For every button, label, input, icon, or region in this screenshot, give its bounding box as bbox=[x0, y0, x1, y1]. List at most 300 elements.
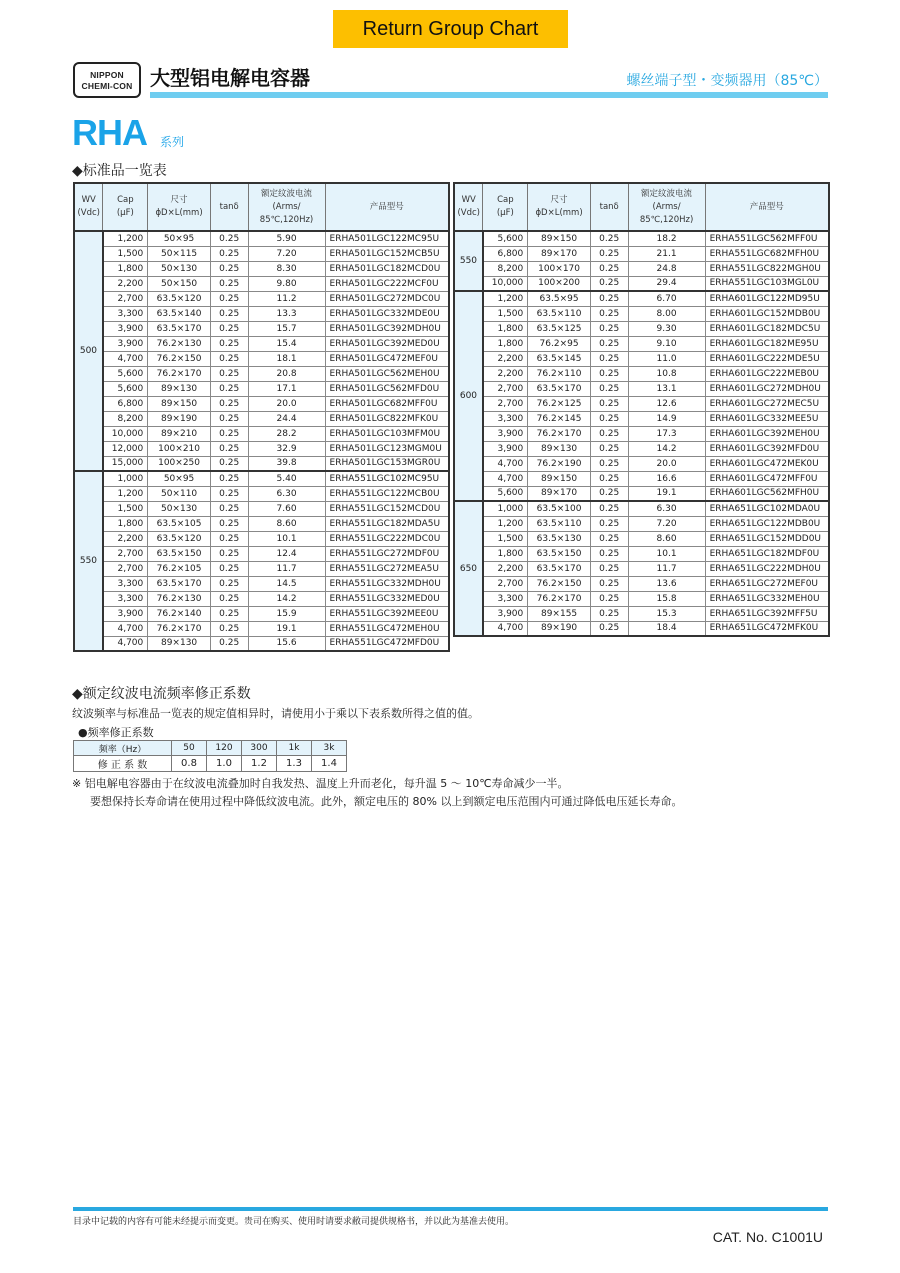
table-row bbox=[74, 531, 449, 546]
ripple-current-cell: 7.20 bbox=[248, 246, 325, 261]
header-text: Cap bbox=[497, 195, 514, 205]
tan-delta-cell: 0.25 bbox=[210, 246, 248, 261]
dimension-cell: 89×210 bbox=[148, 426, 211, 441]
ripple-current-cell: 6.30 bbox=[628, 501, 705, 516]
ripple-current-cell: 6.30 bbox=[248, 486, 325, 501]
coefficient-cell: 1.3 bbox=[277, 756, 312, 772]
capacitance-cell: 2,700 bbox=[483, 576, 528, 591]
table-row bbox=[454, 576, 829, 591]
part-number-cell: ERHA501LGC103MFM0U bbox=[325, 426, 449, 441]
header-text: (Arms/ bbox=[652, 201, 681, 212]
tan-delta-cell: 0.25 bbox=[590, 621, 628, 636]
dimension-cell: 76.2×110 bbox=[528, 366, 591, 381]
tan-delta-cell: 0.25 bbox=[210, 591, 248, 606]
ripple-current-cell: 15.7 bbox=[248, 321, 325, 336]
ripple-current-cell: 8.00 bbox=[628, 306, 705, 321]
ripple-current-cell: 7.20 bbox=[628, 516, 705, 531]
table-row bbox=[74, 636, 449, 651]
table-row bbox=[454, 261, 829, 276]
table-row bbox=[74, 471, 449, 486]
voltage-group-cell: 650 bbox=[454, 501, 483, 636]
part-number-cell: ERHA601LGC472MFF0U bbox=[705, 471, 829, 486]
table-row bbox=[454, 351, 829, 366]
note-line: ※ 铝电解电容器由于在纹波电流叠加时自我发热、温度上升而老化，每升温 5 ～ 10℃寿命减少一半。 bbox=[72, 777, 569, 790]
part-number-cell: ERHA501LGC392MED0U bbox=[325, 336, 449, 351]
capacitance-cell: 8,200 bbox=[103, 411, 148, 426]
ripple-current-cell: 18.4 bbox=[628, 621, 705, 636]
table-row bbox=[454, 396, 829, 411]
capacitance-cell: 1,800 bbox=[103, 516, 148, 531]
tan-delta-cell: 0.25 bbox=[590, 516, 628, 531]
ripple-correction-heading: ◆额定纹波电流频率修正系数 bbox=[72, 686, 251, 702]
tan-delta-cell: 0.25 bbox=[210, 366, 248, 381]
dimension-cell: 89×130 bbox=[528, 441, 591, 456]
part-number-cell: ERHA501LGC472MEF0U bbox=[325, 351, 449, 366]
dimension-cell: 63.5×170 bbox=[528, 561, 591, 576]
part-number-cell: ERHA601LGC272MDH0U bbox=[705, 381, 829, 396]
header-text: 尺寸 bbox=[550, 195, 568, 205]
header-text: ϕD×L(mm) bbox=[155, 208, 203, 218]
part-number-cell: ERHA551LGC102MC95U bbox=[325, 471, 449, 486]
table-row bbox=[454, 306, 829, 321]
ripple-current-cell: 15.9 bbox=[248, 606, 325, 621]
capacitance-cell: 1,800 bbox=[103, 261, 148, 276]
part-number-cell: ERHA501LGC392MDH0U bbox=[325, 321, 449, 336]
dimension-cell: 76.2×170 bbox=[528, 591, 591, 606]
standard-products-table-right bbox=[453, 182, 830, 637]
table-row bbox=[454, 366, 829, 381]
footer-divider bbox=[73, 1207, 828, 1211]
ripple-current-cell: 6.70 bbox=[628, 291, 705, 306]
table-row bbox=[74, 486, 449, 501]
footer-disclaimer: 目录中记载的内容有可能未经提示而变更。贵司在购买、使用时请要求敝司提供规格书，并以此为基准去使用。 bbox=[73, 1217, 515, 1227]
part-number-cell: ERHA551LGC472MEH0U bbox=[325, 621, 449, 636]
table-row bbox=[74, 591, 449, 606]
capacitance-cell: 3,900 bbox=[103, 606, 148, 621]
column-header-wv bbox=[454, 183, 483, 231]
capacitance-cell: 4,700 bbox=[103, 351, 148, 366]
ripple-current-cell: 32.9 bbox=[248, 441, 325, 456]
part-number-cell: ERHA601LGC562MFH0U bbox=[705, 486, 829, 501]
tan-delta-cell: 0.25 bbox=[590, 486, 628, 501]
table-row bbox=[454, 291, 829, 306]
tan-delta-cell: 0.25 bbox=[590, 261, 628, 276]
ripple-current-cell: 15.6 bbox=[248, 636, 325, 651]
ripple-current-cell: 11.2 bbox=[248, 291, 325, 306]
title-divider bbox=[150, 92, 828, 98]
tan-delta-cell: 0.25 bbox=[210, 606, 248, 621]
table-row bbox=[74, 501, 449, 516]
voltage-group-cell: 550 bbox=[454, 231, 483, 291]
part-number-cell: ERHA551LGC332MED0U bbox=[325, 591, 449, 606]
capacitance-cell: 5,600 bbox=[103, 366, 148, 381]
part-number-cell: ERHA601LGC122MD95U bbox=[705, 291, 829, 306]
capacitance-cell: 15,000 bbox=[103, 456, 148, 471]
capacitance-cell: 4,700 bbox=[103, 636, 148, 651]
part-number-cell: ERHA651LGC332MEH0U bbox=[705, 591, 829, 606]
ripple-current-cell: 15.4 bbox=[248, 336, 325, 351]
capacitance-cell: 12,000 bbox=[103, 441, 148, 456]
capacitance-cell: 1,000 bbox=[103, 471, 148, 486]
dimension-cell: 50×95 bbox=[148, 471, 211, 486]
column-header-tan bbox=[210, 183, 248, 231]
tan-delta-cell: 0.25 bbox=[590, 276, 628, 291]
part-number-cell: ERHA501LGC122MC95U bbox=[325, 231, 449, 246]
tan-delta-cell: 0.25 bbox=[590, 291, 628, 306]
catalog-number: CAT. No. C1001U bbox=[712, 1229, 823, 1245]
table-row bbox=[74, 561, 449, 576]
dimension-cell: 76.2×170 bbox=[528, 426, 591, 441]
tan-delta-cell: 0.25 bbox=[210, 636, 248, 651]
part-number-cell: ERHA551LGC472MFD0U bbox=[325, 636, 449, 651]
capacitance-cell: 2,200 bbox=[483, 561, 528, 576]
header-text: 额定纹波电流 bbox=[641, 188, 693, 199]
tan-delta-cell: 0.25 bbox=[210, 336, 248, 351]
capacitance-cell: 3,300 bbox=[103, 306, 148, 321]
standard-list-heading: ◆标准品一览表 bbox=[72, 163, 167, 179]
dimension-cell: 50×95 bbox=[148, 231, 211, 246]
ripple-current-cell: 10.8 bbox=[628, 366, 705, 381]
dimension-cell: 76.2×145 bbox=[528, 411, 591, 426]
dimension-cell: 89×130 bbox=[148, 381, 211, 396]
ripple-current-cell: 8.60 bbox=[628, 531, 705, 546]
dimension-cell: 89×190 bbox=[148, 411, 211, 426]
table-row bbox=[454, 591, 829, 606]
tan-delta-cell: 0.25 bbox=[210, 501, 248, 516]
frequency-cell: 3k bbox=[312, 741, 347, 756]
dimension-cell: 76.2×190 bbox=[528, 456, 591, 471]
part-number-cell: ERHA501LGC153MGR0U bbox=[325, 456, 449, 471]
header-text: 85℃,120Hz) bbox=[639, 214, 694, 225]
table-row bbox=[74, 291, 449, 306]
capacitance-cell: 1,500 bbox=[483, 306, 528, 321]
part-number-cell: ERHA551LGC392MEE0U bbox=[325, 606, 449, 621]
dimension-cell: 50×115 bbox=[148, 246, 211, 261]
capacitance-cell: 1,200 bbox=[103, 231, 148, 246]
capacitance-cell: 2,200 bbox=[103, 531, 148, 546]
voltage-group-cell: 550 bbox=[74, 471, 103, 651]
table-row bbox=[74, 321, 449, 336]
ripple-current-cell: 9.10 bbox=[628, 336, 705, 351]
coefficient-cell: 1.0 bbox=[207, 756, 242, 772]
ripple-current-cell: 39.8 bbox=[248, 456, 325, 471]
dimension-cell: 76.2×170 bbox=[148, 366, 211, 381]
dimension-cell: 76.2×130 bbox=[148, 591, 211, 606]
capacitance-cell: 3,900 bbox=[483, 441, 528, 456]
tan-delta-cell: 0.25 bbox=[590, 441, 628, 456]
page-subtitle: 螺丝端子型・变频器用（85℃） bbox=[626, 73, 828, 89]
dimension-cell: 100×170 bbox=[528, 261, 591, 276]
table-row bbox=[454, 486, 829, 501]
dimension-cell: 63.5×110 bbox=[528, 516, 591, 531]
coefficient-cell: 1.2 bbox=[242, 756, 277, 772]
table-row bbox=[74, 306, 449, 321]
dimension-cell: 63.5×120 bbox=[148, 291, 211, 306]
header-text: 产品型号 bbox=[749, 201, 784, 212]
table-row bbox=[454, 231, 829, 246]
tan-delta-cell: 0.25 bbox=[210, 486, 248, 501]
part-number-cell: ERHA501LGC682MFF0U bbox=[325, 396, 449, 411]
tan-delta-cell: 0.25 bbox=[210, 381, 248, 396]
part-number-cell: ERHA551LGC222MDC0U bbox=[325, 531, 449, 546]
table-row bbox=[74, 576, 449, 591]
dimension-cell: 89×130 bbox=[148, 636, 211, 651]
dimension-cell: 89×150 bbox=[148, 396, 211, 411]
part-number-cell: ERHA551LGC182MDA5U bbox=[325, 516, 449, 531]
dimension-cell: 63.5×95 bbox=[528, 291, 591, 306]
frequency-label: 频率（Hz） bbox=[74, 741, 172, 756]
part-number-cell: ERHA651LGC102MDA0U bbox=[705, 501, 829, 516]
dimension-cell: 50×150 bbox=[148, 276, 211, 291]
header-row bbox=[74, 183, 449, 231]
column-header-tan bbox=[590, 183, 628, 231]
ripple-current-cell: 19.1 bbox=[628, 486, 705, 501]
capacitance-cell: 3,300 bbox=[483, 411, 528, 426]
header-text: Cap bbox=[117, 195, 134, 205]
ripple-current-cell: 13.1 bbox=[628, 381, 705, 396]
dimension-cell: 63.5×150 bbox=[148, 546, 211, 561]
frequency-correction-table bbox=[73, 740, 347, 772]
ripple-current-cell: 24.8 bbox=[628, 261, 705, 276]
part-number-cell: ERHA501LGC222MCF0U bbox=[325, 276, 449, 291]
ripple-correction-description: 纹波频率与标准品一览表的规定值相异时，请使用小于乘以下表系数所得之值的值。 bbox=[72, 707, 479, 720]
header-text: 额定纹波电流 bbox=[261, 188, 313, 199]
ripple-current-cell: 14.9 bbox=[628, 411, 705, 426]
table-row bbox=[454, 621, 829, 636]
ripple-current-cell: 18.1 bbox=[248, 351, 325, 366]
part-number-cell: ERHA501LGC332MDE0U bbox=[325, 306, 449, 321]
capacitance-cell: 2,700 bbox=[483, 381, 528, 396]
column-header-ripple bbox=[248, 183, 325, 231]
tan-delta-cell: 0.25 bbox=[590, 306, 628, 321]
capacitance-cell: 1,500 bbox=[483, 531, 528, 546]
voltage-group-cell: 600 bbox=[454, 291, 483, 501]
part-number-cell: ERHA501LGC822MFK0U bbox=[325, 411, 449, 426]
dimension-cell: 63.5×150 bbox=[528, 546, 591, 561]
table-row bbox=[454, 441, 829, 456]
tan-delta-cell: 0.25 bbox=[590, 606, 628, 621]
part-number-cell: ERHA501LGC123MGM0U bbox=[325, 441, 449, 456]
part-number-cell: ERHA551LGC272MEA5U bbox=[325, 561, 449, 576]
dimension-cell: 63.5×170 bbox=[148, 576, 211, 591]
tan-delta-cell: 0.25 bbox=[590, 501, 628, 516]
header-text: tanδ bbox=[219, 201, 239, 212]
capacitance-cell: 1,200 bbox=[483, 516, 528, 531]
tan-delta-cell: 0.25 bbox=[210, 306, 248, 321]
part-number-cell: ERHA601LGC332MEE5U bbox=[705, 411, 829, 426]
ripple-current-cell: 9.80 bbox=[248, 276, 325, 291]
table-row bbox=[454, 456, 829, 471]
tan-delta-cell: 0.25 bbox=[590, 381, 628, 396]
nippon-chemicon-logo bbox=[73, 62, 141, 98]
tan-delta-cell: 0.25 bbox=[210, 561, 248, 576]
tan-delta-cell: 0.25 bbox=[210, 396, 248, 411]
table-row bbox=[74, 456, 449, 471]
capacitance-cell: 1,500 bbox=[103, 246, 148, 261]
table-row bbox=[74, 351, 449, 366]
header-text: WV bbox=[461, 195, 476, 205]
return-group-chart-button[interactable]: Return Group Chart bbox=[333, 10, 568, 48]
tan-delta-cell: 0.25 bbox=[590, 561, 628, 576]
part-number-cell: ERHA501LGC152MCB5U bbox=[325, 246, 449, 261]
tan-delta-cell: 0.25 bbox=[210, 276, 248, 291]
header-text: (Vdc) bbox=[457, 208, 480, 218]
ripple-current-cell: 21.1 bbox=[628, 246, 705, 261]
tan-delta-cell: 0.25 bbox=[590, 456, 628, 471]
capacitance-cell: 1,800 bbox=[483, 546, 528, 561]
table-row bbox=[454, 426, 829, 441]
header-text: WV bbox=[81, 195, 96, 205]
capacitance-cell: 2,700 bbox=[103, 546, 148, 561]
table-row bbox=[454, 531, 829, 546]
capacitance-cell: 3,300 bbox=[483, 591, 528, 606]
part-number-cell: ERHA551LGC152MCD0U bbox=[325, 501, 449, 516]
standard-products-table-left bbox=[73, 182, 450, 652]
column-header-part bbox=[705, 183, 829, 231]
header-text: 85℃,120Hz) bbox=[259, 214, 314, 225]
header-text: (μF) bbox=[496, 208, 514, 218]
capacitance-cell: 3,900 bbox=[103, 336, 148, 351]
tan-delta-cell: 0.25 bbox=[590, 531, 628, 546]
tan-delta-cell: 0.25 bbox=[590, 321, 628, 336]
header-text: (Arms/ bbox=[272, 201, 301, 212]
ripple-current-cell: 16.6 bbox=[628, 471, 705, 486]
table-row bbox=[74, 426, 449, 441]
part-number-cell: ERHA601LGC392MEH0U bbox=[705, 426, 829, 441]
ripple-current-cell: 14.2 bbox=[248, 591, 325, 606]
capacitance-cell: 5,600 bbox=[483, 231, 528, 246]
header-row bbox=[454, 183, 829, 231]
part-number-cell: ERHA501LGC272MDC0U bbox=[325, 291, 449, 306]
tan-delta-cell: 0.25 bbox=[590, 471, 628, 486]
column-header-part bbox=[325, 183, 449, 231]
part-number-cell: ERHA651LGC182MDF0U bbox=[705, 546, 829, 561]
part-number-cell: ERHA651LGC152MDD0U bbox=[705, 531, 829, 546]
logo-line1: NIPPON bbox=[90, 70, 124, 80]
series-suffix: 系列 bbox=[160, 135, 185, 149]
part-number-cell: ERHA601LGC152MDB0U bbox=[705, 306, 829, 321]
dimension-cell: 76.2×150 bbox=[148, 351, 211, 366]
column-header-dim bbox=[528, 183, 591, 231]
table-row bbox=[454, 321, 829, 336]
part-number-cell: ERHA651LGC272MEF0U bbox=[705, 576, 829, 591]
ripple-current-cell: 14.5 bbox=[248, 576, 325, 591]
ripple-current-cell: 13.6 bbox=[628, 576, 705, 591]
capacitance-cell: 2,700 bbox=[103, 291, 148, 306]
dimension-cell: 63.5×100 bbox=[528, 501, 591, 516]
part-number-cell: ERHA601LGC272MEC5U bbox=[705, 396, 829, 411]
tan-delta-cell: 0.25 bbox=[590, 351, 628, 366]
table-row bbox=[74, 246, 449, 261]
frequency-cell: 1k bbox=[277, 741, 312, 756]
tan-delta-cell: 0.25 bbox=[590, 246, 628, 261]
part-number-cell: ERHA551LGC332MDH0U bbox=[325, 576, 449, 591]
frequency-cell: 120 bbox=[207, 741, 242, 756]
table-row bbox=[454, 276, 829, 291]
capacitance-cell: 1,200 bbox=[483, 291, 528, 306]
dimension-cell: 63.5×145 bbox=[528, 351, 591, 366]
capacitance-cell: 3,900 bbox=[483, 426, 528, 441]
dimension-cell: 76.2×130 bbox=[148, 336, 211, 351]
capacitance-cell: 2,700 bbox=[103, 561, 148, 576]
ripple-current-cell: 11.7 bbox=[248, 561, 325, 576]
ripple-current-cell: 20.0 bbox=[628, 456, 705, 471]
part-number-cell: ERHA651LGC392MFF5U bbox=[705, 606, 829, 621]
table-row bbox=[74, 606, 449, 621]
dimension-cell: 50×130 bbox=[148, 501, 211, 516]
part-number-cell: ERHA551LGC272MDF0U bbox=[325, 546, 449, 561]
part-number-cell: ERHA601LGC472MEK0U bbox=[705, 456, 829, 471]
frequency-cell: 50 bbox=[172, 741, 207, 756]
capacitance-cell: 4,700 bbox=[483, 471, 528, 486]
table-row bbox=[74, 381, 449, 396]
ripple-current-cell: 18.2 bbox=[628, 231, 705, 246]
capacitance-cell: 3,300 bbox=[103, 576, 148, 591]
dimension-cell: 50×130 bbox=[148, 261, 211, 276]
header-text: ϕD×L(mm) bbox=[535, 208, 583, 218]
capacitance-cell: 4,700 bbox=[483, 456, 528, 471]
table-row bbox=[454, 411, 829, 426]
capacitance-cell: 1,200 bbox=[103, 486, 148, 501]
ripple-current-cell: 12.4 bbox=[248, 546, 325, 561]
ripple-current-cell: 15.8 bbox=[628, 591, 705, 606]
table-row bbox=[454, 336, 829, 351]
tan-delta-cell: 0.25 bbox=[210, 531, 248, 546]
part-number-cell: ERHA601LGC392MFD0U bbox=[705, 441, 829, 456]
header-text: (Vdc) bbox=[77, 208, 100, 218]
ripple-current-cell: 28.2 bbox=[248, 426, 325, 441]
table-row bbox=[74, 276, 449, 291]
ripple-current-cell: 5.40 bbox=[248, 471, 325, 486]
column-header-ripple bbox=[628, 183, 705, 231]
tan-delta-cell: 0.25 bbox=[590, 411, 628, 426]
dimension-cell: 63.5×110 bbox=[528, 306, 591, 321]
ripple-current-cell: 9.30 bbox=[628, 321, 705, 336]
dimension-cell: 63.5×140 bbox=[148, 306, 211, 321]
ripple-current-cell: 13.3 bbox=[248, 306, 325, 321]
dimension-cell: 100×210 bbox=[148, 441, 211, 456]
part-number-cell: ERHA601LGC182MDC5U bbox=[705, 321, 829, 336]
table-row bbox=[74, 231, 449, 246]
header-text: 产品型号 bbox=[369, 201, 404, 212]
ripple-current-cell: 24.4 bbox=[248, 411, 325, 426]
part-number-cell: ERHA551LGC822MGH0U bbox=[705, 261, 829, 276]
part-number-cell: ERHA601LGC222MDE5U bbox=[705, 351, 829, 366]
capacitance-cell: 2,200 bbox=[483, 351, 528, 366]
table-row bbox=[74, 396, 449, 411]
frequency-row bbox=[74, 741, 347, 756]
dimension-cell: 100×250 bbox=[148, 456, 211, 471]
ripple-current-cell: 14.2 bbox=[628, 441, 705, 456]
capacitance-cell: 6,800 bbox=[483, 246, 528, 261]
voltage-group-cell: 500 bbox=[74, 231, 103, 471]
table-row bbox=[454, 246, 829, 261]
ripple-current-cell: 20.0 bbox=[248, 396, 325, 411]
frequency-cell: 300 bbox=[242, 741, 277, 756]
ripple-current-cell: 29.4 bbox=[628, 276, 705, 291]
capacitance-cell: 5,600 bbox=[483, 486, 528, 501]
coefficient-row bbox=[74, 756, 347, 772]
tan-delta-cell: 0.25 bbox=[210, 261, 248, 276]
ripple-current-cell: 10.1 bbox=[248, 531, 325, 546]
capacitance-cell: 6,800 bbox=[103, 396, 148, 411]
tan-delta-cell: 0.25 bbox=[210, 516, 248, 531]
header-text: (μF) bbox=[116, 208, 134, 218]
table-row bbox=[74, 621, 449, 636]
page-title: 大型铝电解电容器 bbox=[150, 66, 310, 90]
capacitance-cell: 3,300 bbox=[103, 591, 148, 606]
tan-delta-cell: 0.25 bbox=[590, 546, 628, 561]
